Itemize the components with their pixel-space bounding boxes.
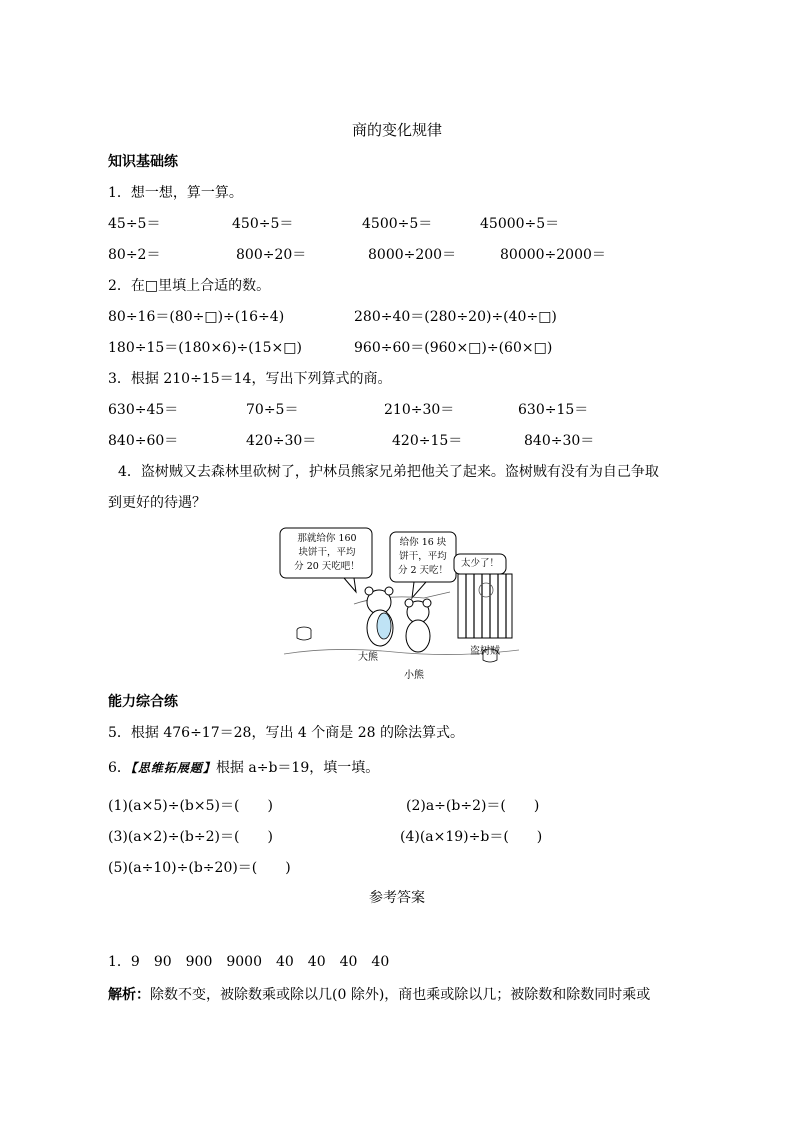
page-title: 商的变化规律	[351, 121, 442, 139]
q2-expr: 180÷15＝(180×6)÷(15×□)	[108, 340, 302, 356]
q2-expr: 280÷40＝(280÷20)÷(40÷□)	[354, 309, 557, 325]
analysis-line	[108, 985, 650, 1005]
answer-1: 1．9 90 900 9000 40 40 40 40	[108, 954, 390, 970]
q3-expr: 840÷30＝	[524, 433, 595, 449]
q6-item: (4)(a×19)÷b＝( )	[400, 829, 543, 845]
q1-expr: 80000÷2000＝	[500, 247, 606, 263]
bubble-line: 块饼干，平均	[298, 547, 356, 558]
q6-number: 6．	[108, 760, 131, 776]
q3-expr: 420÷15＝	[392, 433, 463, 449]
q6-item: (3)(a×2)÷(b÷2)＝( )	[108, 829, 273, 845]
speech-bubble-big-bear	[284, 532, 370, 574]
q1-expr: 80÷2＝	[108, 247, 161, 263]
speech-bubble-small-bear	[392, 536, 454, 578]
q3-expr: 70÷5＝	[246, 402, 299, 418]
q1-expr: 4500÷5＝	[362, 216, 433, 232]
q2-prompt: 2．在□里填上合适的数。	[108, 278, 271, 294]
bubble-line: 那就给你 160	[297, 533, 357, 544]
q3-expr: 210÷30＝	[384, 402, 455, 418]
q1-expr: 800÷20＝	[236, 247, 307, 263]
bubble-line: 分 2 天吃！	[397, 565, 449, 576]
bears-and-thief-illustration	[274, 526, 524, 684]
answers-heading: 参考答案	[369, 890, 425, 906]
bubble-line: 给你 16 块	[399, 537, 447, 548]
q5-prompt: 5．根据 476÷17＝28，写出 4 个商是 28 的除法算式。	[108, 725, 464, 741]
q2-expr: 960÷60＝(960×□)÷(60×□)	[354, 340, 553, 356]
q1-expr: 45000÷5＝	[480, 216, 560, 232]
label-small-bear: 小熊	[404, 670, 424, 681]
q3-prompt: 3．根据 210÷15＝14，写出下列算式的商。	[108, 371, 392, 387]
label-thief: 盗树贼	[470, 646, 500, 657]
speech-bubble-thief: 太少了！	[460, 558, 499, 569]
q3-expr: 840÷60＝	[108, 433, 179, 449]
q6-prompt-line	[108, 758, 379, 778]
q3-expr: 630÷45＝	[108, 402, 179, 418]
bubble-line: 分 20 天吃吧！	[294, 561, 360, 572]
q1-expr: 45÷5＝	[108, 216, 161, 232]
q6-item: (1)(a×5)÷(b×5)＝( )	[108, 798, 273, 814]
q6-item: (2)a÷(b÷2)＝( )	[406, 798, 540, 814]
q4-text-line1: 4．盗树贼又去森林里砍树了，护林员熊家兄弟把他关了起来。盗树贼有没有为自己争取	[118, 464, 659, 480]
q1-expr: 8000÷200＝	[368, 247, 457, 263]
section-heading-ability: 能力综合练	[108, 694, 178, 710]
q1-prompt: 1．想一想，算一算。	[108, 185, 243, 201]
q1-expr: 450÷5＝	[232, 216, 294, 232]
q2-expr: 80÷16＝(80÷□)÷(16÷4)	[108, 309, 285, 325]
label-big-bear: 大熊	[358, 652, 378, 663]
analysis-text: 除数不变，被除数乘或除以几(0 除外)，商也乘或除以几；被除数和除数同时乘或	[150, 987, 651, 1003]
q6-item: (5)(a÷10)÷(b÷20)＝( )	[108, 860, 291, 876]
analysis-label: 解析：	[108, 987, 150, 1003]
section-heading-basic: 知识基础练	[108, 154, 178, 170]
q3-expr: 630÷15＝	[518, 402, 589, 418]
q6-tag: 【思维拓展题】	[130, 761, 216, 775]
q3-expr: 420÷30＝	[246, 433, 317, 449]
q4-text-line2: 到更好的待遇？	[108, 495, 206, 511]
bubble-line: 饼干，平均	[399, 551, 447, 562]
q6-prompt: 根据 a÷b＝19，填一填。	[215, 760, 380, 776]
